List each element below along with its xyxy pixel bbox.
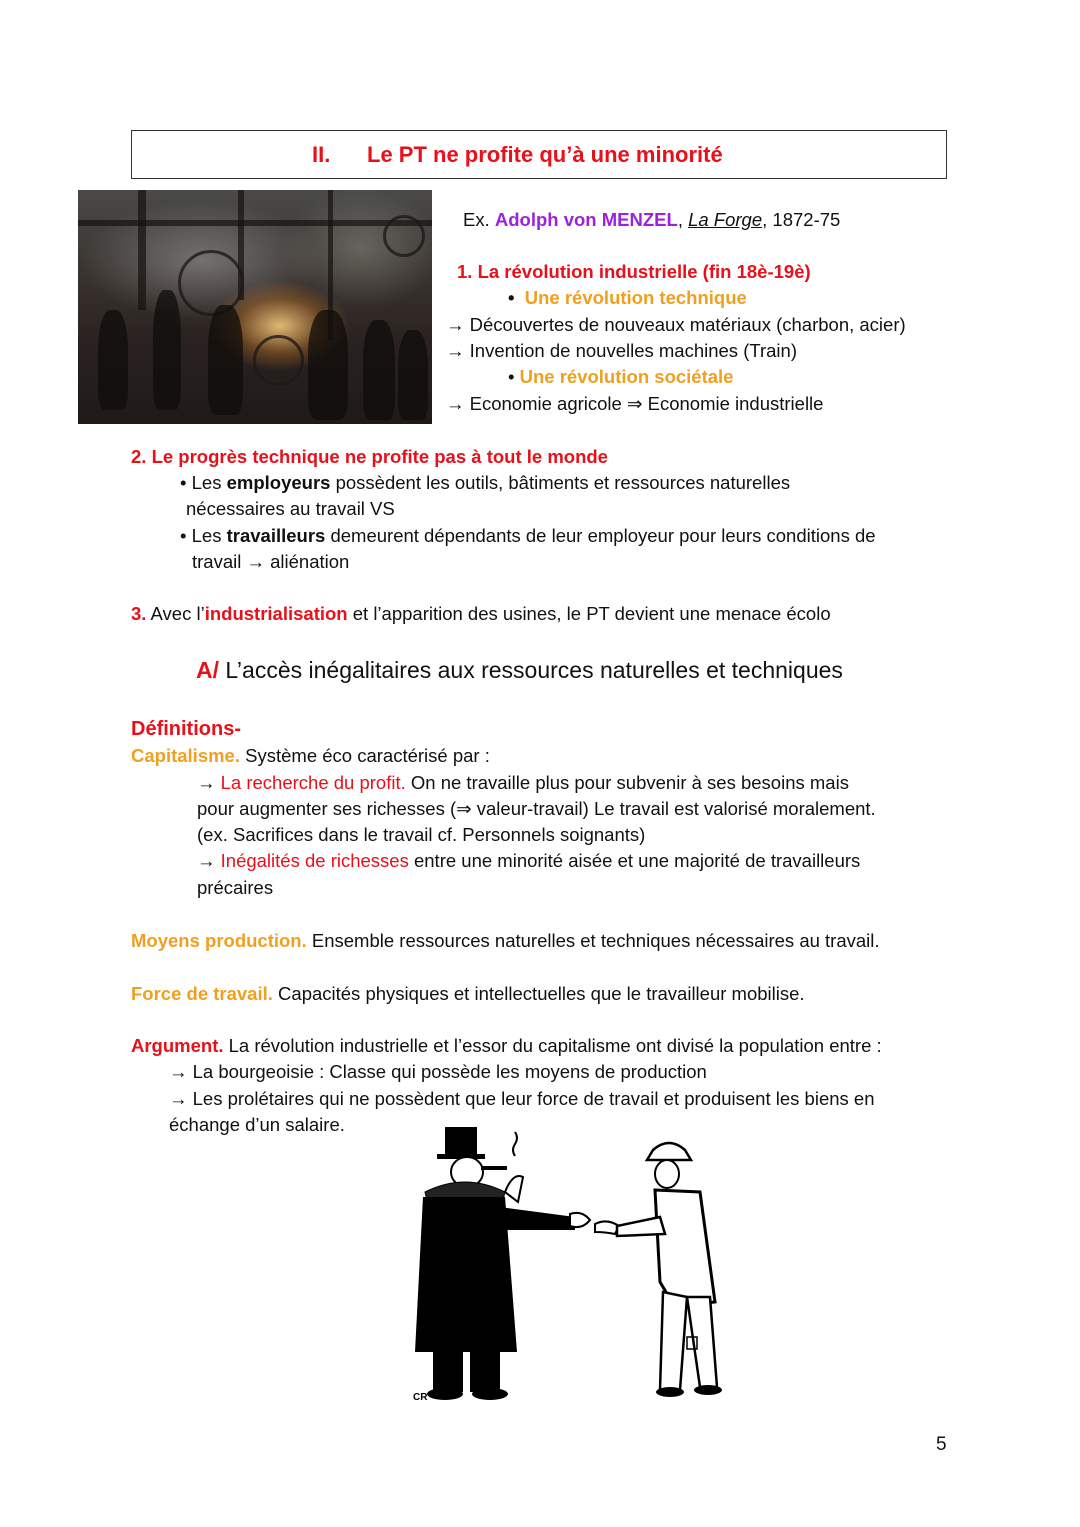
part1-heading: 1. La révolution industrielle (fin 18è-19è): [457, 261, 811, 282]
subsection-a-heading: A/ L’accès inégalitaires aux ressources naturelles et techniques: [196, 657, 843, 683]
bourgeois-worker-cartoon: [405, 1122, 735, 1407]
argument-line: → La bourgeoisie : Classe qui possède les moyens de production: [169, 1061, 707, 1082]
def-moyens-production: Moyens production. Ensemble ressources naturelles et techniques nécessaires au travail.: [131, 930, 880, 951]
part1-item: → Découvertes de nouveaux matériaux (charbon, acier): [446, 314, 906, 335]
section-title-box: [131, 130, 947, 179]
def-capitalisme-line: pour augmenter ses richesses (⇒ valeur-travail) Le travail est valorisé moralement.: [197, 798, 876, 819]
argument-line: échange d’un salaire.: [169, 1114, 345, 1135]
page-number: 5: [936, 1434, 947, 1455]
argument: Argument. La révolution industrielle et l’essor du capitalisme ont divisé la population entre :: [131, 1035, 882, 1056]
part1-item: → Invention de nouvelles machines (Train): [446, 340, 797, 361]
part1-sub-technique: • Une révolution technique: [508, 287, 747, 308]
cartoon-signature: CR: [413, 1392, 428, 1403]
argument-line: → Les prolétaires qui ne possèdent que leur force de travail et produisent les biens en: [169, 1088, 875, 1109]
part2-bullet-travailleurs: • Les travailleurs demeurent dépendants de leur employeur pour leurs conditions de: [180, 525, 876, 546]
artist-name: Adolph von MENZEL: [494, 209, 678, 230]
artwork-date: , 1872-75: [762, 209, 841, 230]
part2-bullet-employeurs: • Les employeurs possèdent les outils, bâtiments et ressources naturelles: [180, 472, 791, 493]
part1-sub-societale: • Une révolution sociétale: [508, 366, 734, 387]
artwork-caption: Ex. Adolph von MENZEL, La Forge, 1872-75: [463, 209, 841, 230]
def-capitalisme-line: précaires: [197, 877, 274, 898]
def-capitalisme-line: → Inégalités de richesses entre une minorité aisée et une majorité de travailleurs: [197, 850, 861, 871]
def-capitalisme-line: (ex. Sacrifices dans le travail cf. Personnels soignants): [197, 824, 646, 845]
part2-bullet-travailleurs-cont: travail → aliénation: [192, 551, 350, 572]
part3-text: 3. Avec l’industrialisation et l’apparition des usines, le PT devient une menace écolo: [131, 603, 831, 624]
def-capitalisme-line: → La recherche du profit. On ne travaille plus pour subvenir à ses besoins mais: [197, 772, 849, 793]
artwork-title: La Forge: [688, 209, 763, 230]
part2-bullet-employeurs-cont: nécessaires au travail VS: [186, 498, 395, 519]
def-force-travail: Force de travail. Capacités physiques et intellectuelles que le travailleur mobilise.: [131, 983, 805, 1004]
section-title: Le PT ne profite qu’à une minorité: [367, 142, 723, 167]
la-forge-painting: [78, 190, 432, 424]
definitions-heading: Définitions-: [131, 718, 241, 740]
part2-heading: 2. Le progrès technique ne profite pas à tout le monde: [131, 446, 608, 467]
section-number: II.: [312, 142, 331, 167]
def-capitalisme: Capitalisme. Système éco caractérisé par :: [131, 745, 490, 766]
part1-item: → Economie agricole ⇒ Economie industrielle: [446, 393, 824, 414]
